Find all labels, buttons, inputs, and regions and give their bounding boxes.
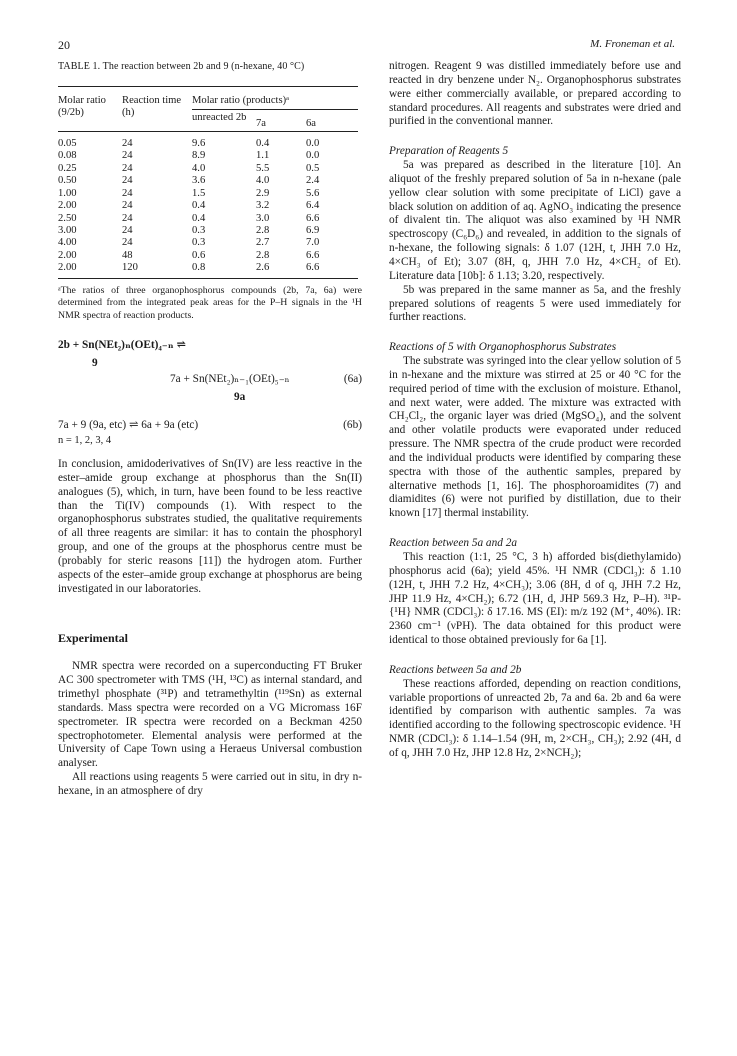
table-cell: 24 xyxy=(122,137,133,149)
table-cell: 24 xyxy=(122,187,133,199)
table-cell: 6.6 xyxy=(306,212,320,224)
right-paragraph-6: These reactions afforded, depending on reaction conditions, variable proportions of unreacted 2b, 7a and 6a. 2b and 6a were identified by comparison with authentic samples. 7a was identified according to the following spectroscopic evidence. ¹H NMR (CDCl₃): δ 1.14–1.54 (9H, m, 2×CH₃, CH₃); 2.92 (4H, d of q, JHH 7.0 Hz, JHP 12.8 Hz, 2×NCH₂); xyxy=(389,677,681,759)
table-cell: 4.0 xyxy=(192,162,206,174)
table-cell: 6.6 xyxy=(306,249,320,261)
subheading-preparation: Preparation of Reagents 5 xyxy=(389,145,509,158)
subheading-5a-2a: Reaction between 5a and 2a xyxy=(389,537,518,550)
table-cell: 8.9 xyxy=(192,150,206,162)
table-cell: 0.4 xyxy=(192,212,206,224)
table-cell: 1.00 xyxy=(58,187,77,199)
table-row xyxy=(58,138,358,150)
table-cell: 0.6 xyxy=(192,249,206,261)
table-cell: 24 xyxy=(122,225,133,237)
table-cell: 2.00 xyxy=(58,249,77,261)
right-paragraph-3: 5b was prepared in the same manner as 5a, and the freshly prepared solutions of reagents 5 were used immediately for further reactions. xyxy=(389,283,681,324)
col-header-unreacted: unreacted 2b xyxy=(192,112,247,124)
table-row xyxy=(58,200,358,212)
table-cell: 24 xyxy=(122,212,133,224)
table-cell: 2.6 xyxy=(256,262,270,274)
table-cell: 6.4 xyxy=(306,200,320,212)
table-row xyxy=(58,262,358,274)
table-cell: 24 xyxy=(122,150,133,162)
equation-line-1: 2b + Sn(NEt₂)ₙ(OEt)₄₋ₙ ⇌ xyxy=(58,339,186,352)
table-header-row xyxy=(58,86,358,110)
table-cell: 0.25 xyxy=(58,162,77,174)
table-row xyxy=(58,188,358,200)
right-column xyxy=(389,60,681,761)
table-cell: 2.00 xyxy=(58,262,77,274)
table-cell: 0.4 xyxy=(256,137,270,149)
table-cell: 0.3 xyxy=(192,225,206,237)
table-row xyxy=(58,213,358,225)
table-cell: 0.0 xyxy=(306,150,320,162)
table-row xyxy=(58,225,358,237)
conclusion-paragraph: In conclusion, amidoderivatives of Sn(IV) are less reactive in the ester–amide group exchange at phosphorus than the Sn(II) analogues (5), which, in turn, have been found to be less reactive than the Ti(IV) compounds (1). With respect to the organophosphorus substrates studied, the qualitative requirements of all three reagents are similar: it has to contain the phosphoryl group, and one of the groups at the phosphorus centre must be (probably for steric reasons [11]) the hydrogen atom. Further aspects of the ester–amide group exchange at phosphorus are being investigated in our laboratories. xyxy=(58,458,362,595)
col-header-6a: 6a xyxy=(306,118,316,130)
table-cell: 0.8 xyxy=(192,262,206,274)
table-cell: 2.9 xyxy=(256,187,270,199)
table-body xyxy=(58,138,358,275)
table-cell: 24 xyxy=(122,175,133,187)
table-cell: 0.4 xyxy=(192,200,206,212)
table-cell: 0.08 xyxy=(58,150,77,162)
experimental-paragraph-1: NMR spectra were recorded on a superconducting FT Bruker AC 300 spectrometer with TMS (¹H, ¹³C) as internal standard, and trimethyl phosphate (³¹P) and tetramethyltin (¹¹⁹Sn) as external standards. Mass spectra were recorded on a VG Micromass 16F spectrometer. IR spectra were recorded on a Beckman 4250 spectrophotometer. Elemental analysis were performed at the University of Cape Town using a Heraeus Universal combustion analyser. xyxy=(58,660,362,770)
table-cell: 2.00 xyxy=(58,200,77,212)
table-cell: 48 xyxy=(122,249,133,261)
equation-number-6b: (6b) xyxy=(343,419,362,432)
table-row xyxy=(58,237,358,249)
table-cell: 3.6 xyxy=(192,175,206,187)
subheading-5a-2b: Reactions between 5a and 2b xyxy=(389,663,522,676)
equation-n-values: n = 1, 2, 3, 4 xyxy=(58,435,112,447)
table-cell: 6.9 xyxy=(306,225,320,237)
equation-line-3: 7a + 9 (9a, etc) ⇌ 6a + 9a (etc) (6b) xyxy=(58,419,362,432)
table-cell: 1.1 xyxy=(256,150,270,162)
table-row xyxy=(58,175,358,187)
subheading-reactions-of-5: Reactions of 5 with Organophosphorus Substrates xyxy=(389,341,617,354)
reaction-table xyxy=(58,86,358,279)
table-cell: 24 xyxy=(122,162,133,174)
table-cell: 5.5 xyxy=(256,162,270,174)
table-row xyxy=(58,150,358,162)
table-footnote: ᵃThe ratios of three organophosphorus compounds (2b, 7a, 6a) were determined from the integrated peak areas for the P–H signals in the ¹H NMR spectra of reaction products. xyxy=(58,284,362,321)
col-header-reaction-time: Reaction time (h) xyxy=(122,94,182,119)
table-cell: 24 xyxy=(122,200,133,212)
table-cell: 4.00 xyxy=(58,237,77,249)
equation-label-9a: 9a xyxy=(234,391,246,404)
left-column xyxy=(58,60,362,799)
table-cell: 0.05 xyxy=(58,137,77,149)
table-cell: 4.0 xyxy=(256,175,270,187)
table-cell: 3.00 xyxy=(58,225,77,237)
col-header-products: Molar ratio (products)ᵃ xyxy=(192,86,358,110)
table-cell: 2.7 xyxy=(256,237,270,249)
table-cell: 9.6 xyxy=(192,137,206,149)
equation-6a xyxy=(58,338,362,448)
table-cell: 0.50 xyxy=(58,175,77,187)
col-header-molar-ratio: Molar ratio (9/2b) xyxy=(58,94,106,119)
table-cell: 2.8 xyxy=(256,249,270,261)
right-paragraph-2: 5a was prepared as described in the literature [10]. An aliquot of the freshly prepared solution of 5a in n-hexane (pale yellow clear solution with some precipitate of LiCl) gave a black solution on addition of aq. AgNO₃ indicating the presence of divalent tin. The aliquot was also examined by ¹H NMR spectroscopy (C₆D₆) and revealed, in addition to the signals of n-hexane, the following signals: δ 1.07 (12H, t, JHH 7.0 Hz, 4×CH₃ of Et); 3.07 (8H, q, JHH 7.0 Hz, 4×CH₂ of Et). Literature data [10b]: δ 1.13; 3.20, respectively. xyxy=(389,159,681,282)
equation-number-6a: (6a) xyxy=(343,373,362,386)
table-cell: 0.5 xyxy=(306,162,320,174)
right-paragraph-5: This reaction (1:1, 25 °C, 3 h) afforded bis(diethylamido) phosphorus acid (6a); yield 45%. ¹H NMR (CDCl₃): δ 1.10 (12H, t, JHH 7.2 Hz, 4×CH₃); 3.06 (8H, d of q, JHH 7.2 Hz, JHP 11.9 Hz, 4×CH₂); 6.72 (1H, d, JHP 569.3 Hz, P–H). ³¹P-{¹H} NMR (CDCl₃): δ 17.16. MS (EI): m/z 192 (M⁺, 40%). IR: 2360 cm⁻¹ (νPH). The data obtained for this product were identical to those obtained previously for 6a [1]. xyxy=(389,551,681,647)
col-header-7a: 7a xyxy=(256,118,266,130)
section-heading-experimental: Experimental xyxy=(58,631,128,646)
table-cell: 120 xyxy=(122,262,138,274)
experimental-paragraph-2: All reactions using reagents 5 were carried out in situ, in dry n-hexane, in an atmosphere of dry xyxy=(58,771,362,797)
right-paragraph-4: The substrate was syringed into the clear yellow solution of 5 in n-hexane and the mixture was stirred at 25 or 40 °C for the required period of time with the exclusion of moisture. Ethanol, and next water, were added. The mixture was extracted with CH₂Cl₂, the organic layer was dried (MgSO₄), and the solvent and other volatile products were evaporated under reduced pressure. The NMR spectra of the crude product were recorded and the individual products were identified by comparing these spectra with those of the authentic samples, prepared by alternative methods [1, 16]. The phosphoroamidites (7) and diamidites (6) were not purified by distillation, due to their known [17] thermal instability. xyxy=(389,355,681,520)
right-paragraph-1: nitrogen. Reagent 9 was distilled immediately before use and reacted in dry benzene under N₂. Organophosphorus substrates were either commercially available, or prepared according to standard procedures. All reagents and substrates were dried and purified in the conventional manner. xyxy=(389,60,681,128)
table-cell: 5.6 xyxy=(306,187,320,199)
page-number: 20 xyxy=(58,38,70,52)
table-cell: 3.2 xyxy=(256,200,270,212)
table-cell: 2.4 xyxy=(306,175,320,187)
table-cell: 2.50 xyxy=(58,212,77,224)
table-cell: 3.0 xyxy=(256,212,270,224)
table-row xyxy=(58,250,358,262)
table-row xyxy=(58,163,358,175)
table-cell: 6.6 xyxy=(306,262,320,274)
table-cell: 24 xyxy=(122,237,133,249)
table-cell: 7.0 xyxy=(306,237,320,249)
equation-label-9: 9 xyxy=(92,357,98,370)
table-cell: 1.5 xyxy=(192,187,206,199)
table-cell: 2.8 xyxy=(256,225,270,237)
table-cell: 0.0 xyxy=(306,137,320,149)
running-head: M. Froneman et al. xyxy=(590,38,675,50)
table-caption: TABLE 1. The reaction between 2b and 9 (n-hexane, 40 °C) xyxy=(58,61,305,72)
table-cell: 0.3 xyxy=(192,237,206,249)
equation-line-2: 7a + Sn(NEt₂)ₙ₋₁(OEt)₅₋ₙ (6a) xyxy=(170,373,362,386)
